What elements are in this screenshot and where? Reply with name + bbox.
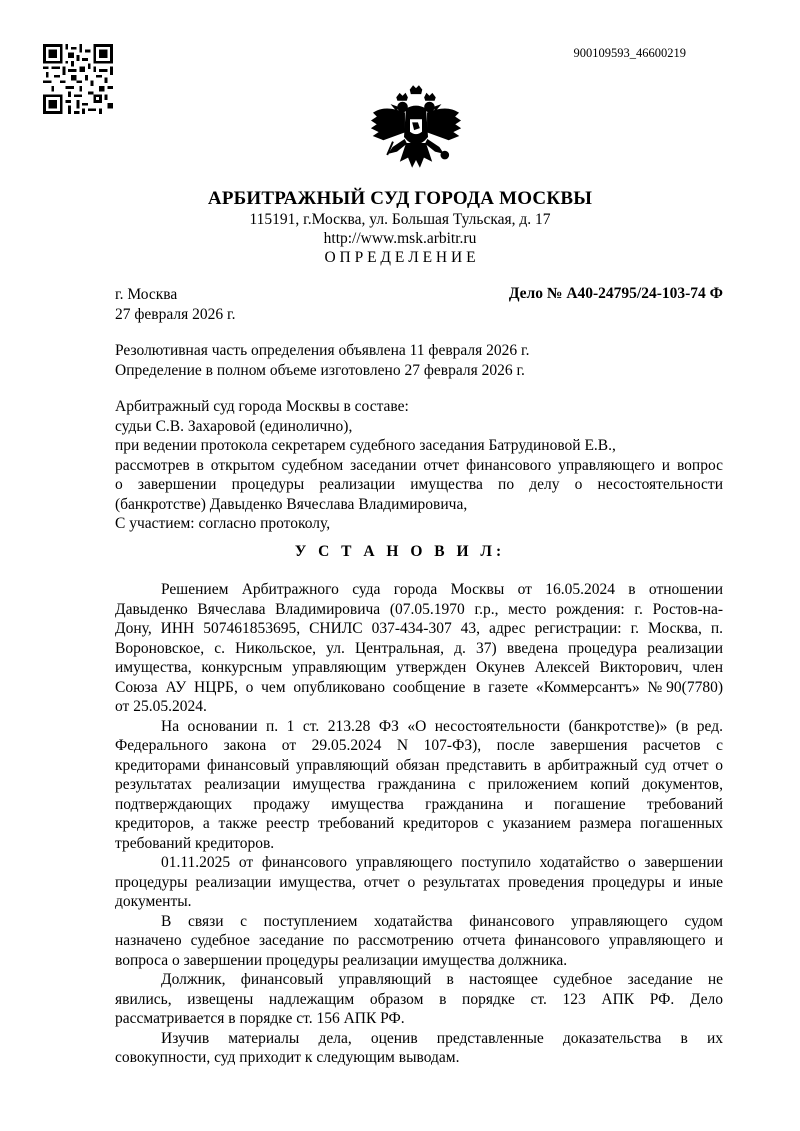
coat-of-arms-icon (368, 84, 464, 180)
paragraph-line: от 25.05.2024. (115, 698, 207, 715)
established-heading: У С Т А Н О В И Л: (294, 543, 506, 560)
considering-line: о завершении процедуры реализации имущества по делу о несостоятельности (115, 476, 723, 493)
qr-code-icon (43, 44, 113, 114)
paragraph-line: документы. (115, 893, 192, 910)
paragraph-line: Изучив материалы дела, оценив представленные доказательства в их (161, 1029, 723, 1047)
paragraph-line: В связи с поступлением ходатайства финансового управляющего судом (161, 912, 723, 930)
composition-line: при ведении протокола секретарем судебного заседания Батрудиновой Е.В., (115, 437, 616, 454)
court-website: http://www.msk.arbitr.ru (323, 230, 477, 247)
paragraph-line: кредиторов, а также реестр требований кредиторов с указанием размера погашенных (115, 815, 723, 832)
considering-line: (банкротстве) Давыденко Вячеслава Владимировича, (115, 495, 468, 513)
paragraph-line: рассматривается в порядке ст. 156 АПК РФ. (115, 1010, 405, 1027)
paragraph-line: явились, извещены надлежащим образом в порядке ст. 123 АПК РФ. Дело (115, 990, 723, 1008)
paragraph-line: Вороновское, с. Никольское, ул. Центральная, д. 37) введена процедура реализации (115, 639, 723, 657)
paragraph-line: вопроса о завершении процедуры реализации имущества должника. (115, 951, 568, 969)
composition-line: судьи С.В. Захаровой (единолично), (115, 417, 353, 435)
considering-line: рассмотрев в открытом судебном заседании отчет финансового управляющего и вопрос (115, 456, 723, 474)
participation-line: С участием: согласно протоколу, (115, 515, 331, 532)
case-number: Дело № А40-24795/24-103-74 Ф (508, 285, 723, 302)
paragraph-line: кредиторами финансовый управляющий обязан представить в арбитражный суд отчет о (115, 756, 723, 774)
paragraph-line: Давыденко Вячеслава Владимировича (07.05.1970 г.р., место рождения: г. Ростов-на- (115, 600, 723, 618)
paragraph-line: Дону, ИНН 507461853695, СНИЛС 037-434-307 43, адрес регистрации: г. Москва, п. (115, 620, 723, 637)
paragraph-line: На основании п. 1 ст. 213.28 ФЗ «О несостоятельности (банкротстве)» (в ред. (161, 717, 723, 735)
paragraph-line: назначено судебное заседание по рассмотрению отчета финансового управляющего и (115, 932, 723, 949)
composition-line: Арбитражный суд города Москвы в составе: (115, 398, 409, 415)
document-type: О П Р Е Д Е Л Е Н И Е (324, 249, 476, 266)
paragraph-line: Федерального закона от 29.05.2024 N 107-ФЗ), после завершения расчетов с (115, 737, 723, 754)
place-date (115, 285, 235, 324)
paragraph-line: процедуры реализации имущества, отчет о результатах проведения процедуры и иные (115, 873, 723, 891)
court-address: 115191, г.Москва, ул. Большая Тульская, д. 17 (249, 211, 551, 228)
document-number: 900109593_46600219 (573, 46, 686, 60)
paragraph-line: подтверждающих продажу имущества гражданина и погашение требований (115, 795, 723, 813)
paragraph-line: 01.11.2025 от финансового управляющего поступило ходатайство о завершении (161, 854, 723, 871)
paragraph-line: Союза АУ НЦРБ, о чем опубликовано сообщение в газете «Коммерсантъ» №90(7780) (115, 678, 723, 696)
announcement-line: Резолютивная часть определения объявлена 11 февраля 2026 г. (115, 342, 530, 359)
paragraph-line: требований кредиторов. (115, 834, 275, 852)
announcement-line: Определение в полном объеме изготовлено 27 февраля 2026 г. (115, 361, 525, 379)
city: г. Москва (115, 286, 178, 303)
paragraph-line: Должник, финансовый управляющий в настоящее судебное заседание не (161, 971, 723, 988)
paragraph-line: результатах реализации имущества гражданина с приложением копий документов, (115, 776, 723, 793)
composition-block (115, 397, 723, 534)
paragraph-line: совокупности, суд приходит к следующим выводам. (115, 1049, 460, 1066)
body-text (115, 580, 723, 1068)
date: 27 февраля 2026 г. (115, 305, 236, 323)
court-name: АРБИТРАЖНЫЙ СУД ГОРОДА МОСКВЫ (207, 188, 593, 209)
paragraph-line: имущества, конкурсным управляющим утвержден Окунев Алексей Викторович, член (115, 659, 723, 676)
paragraph-line: Решением Арбитражного суда города Москвы от 16.05.2024 в отношении (161, 581, 723, 598)
announcement-block (115, 341, 530, 380)
